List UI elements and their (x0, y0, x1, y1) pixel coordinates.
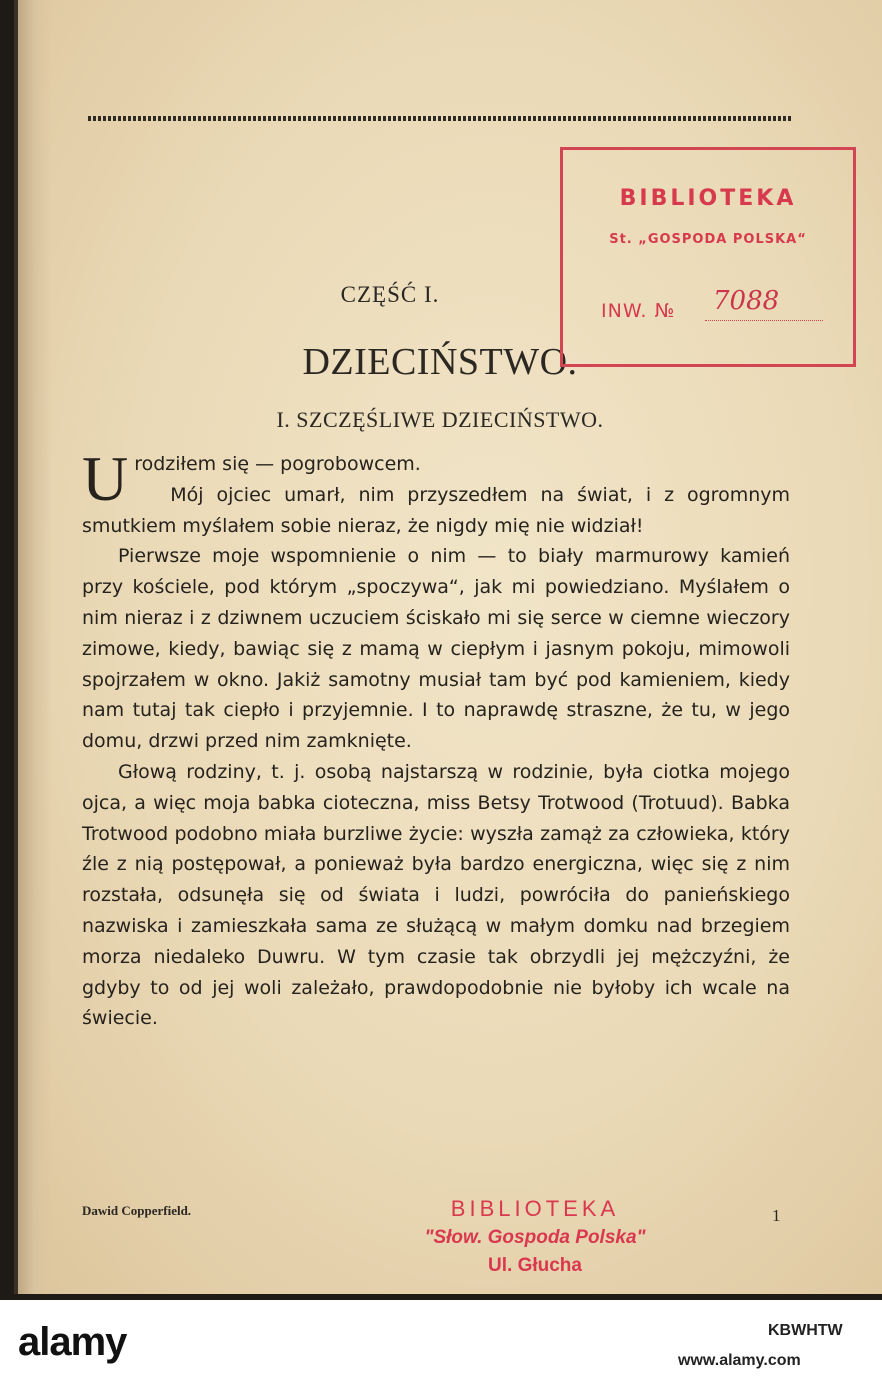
paragraph (82, 443, 790, 541)
body-text (82, 443, 790, 1034)
alamy-logo: alamy (18, 1320, 127, 1364)
part-label: CZĘŚĆ I. (340, 282, 440, 307)
paragraph-text: Pierwsze moje wspomnienie o nim — to biały marmurowy kamień przy kościele, pod którym „spoczywa“, jak mi powiedziano. Myślałem o nim nieraz i z dziwnem uczuciem ściskało mi się serce w ciemne wieczory zimowe, kiedy, bawiąc się z mamą w ciepłym i jasnym pokoju, mimowoli spojrzałem w okno. Jakiż samotny musiał tam być pod kamieniem, kiedy nam tutaj tak ciepło i przyjemnie. I to naprawdę straszne, że tu, w jego domu, drzwi przed nim zamknięte. (82, 545, 790, 753)
stamp-line: "Słow. Gospoda Polska" (424, 1227, 646, 1248)
site-url: www.alamy.com (678, 1352, 801, 1369)
binding-edge (14, 0, 18, 1294)
watermark-bar (0, 1300, 882, 1390)
page-number: 1 (772, 1206, 781, 1225)
stamp-dotted-line (705, 320, 823, 321)
book-spine-shadow (14, 0, 52, 1294)
paragraph-text: rodziłem się — pogrobowcem. (134, 453, 421, 475)
stamp-line: BIBLIOTEKA (450, 1196, 620, 1221)
library-stamp-bottom (370, 1194, 700, 1280)
drop-cap: U (82, 443, 129, 514)
paragraph-text: Głową rodziny, t. j. osobą najstarszą w rodzinie, była ciotka mojego ojca, a więc moja babka cioteczna, miss Betsy Trotwood (Trotuud). Babka Trotwood podobno miała burzliwe życie: wyszła zamąż za człowieka, który źle z nią postępował, a ponieważ była bardzo energiczna, więc się z nim rozstała, odsunęła się od świata i ludzi, powróciła do panieńskiego nazwiska i zamieszkała sama ze służącą w małym domku nad brzegiem morza niedaleko Duwru. W tym czasie tak obrzydli jej mężczyźni, że gdyby to od jej woli zależało, prawdopodobnie nie byłoby ich wcale na świecie. (82, 760, 790, 1030)
stamp-inventory-label: INW. № (601, 300, 676, 322)
image-id: KBWHTW (768, 1322, 843, 1339)
section-title: DZIECIŃSTWO. (302, 341, 578, 383)
stamp-line: BIBLIOTEKA (619, 186, 797, 211)
chapter-title: I. SZCZĘŚLIWE DZIECIŃSTWO. (276, 407, 604, 432)
library-stamp-top (560, 147, 856, 367)
stamp-line: Ul. Głucha (488, 1255, 582, 1276)
stamp-inventory-number: 7088 (713, 286, 780, 316)
paragraph-text: Mój ojciec umarł, nim przyszedłem na świat, i z ogromnym smutkiem myślałem sobie nieraz, że nigdy mię nie widział! (82, 483, 790, 537)
dotted-rule (88, 116, 792, 121)
running-footer-title: Dawid Copperfield. (82, 1203, 192, 1218)
stamp-line: St. „GOSPODA POLSKA“ (609, 232, 807, 247)
